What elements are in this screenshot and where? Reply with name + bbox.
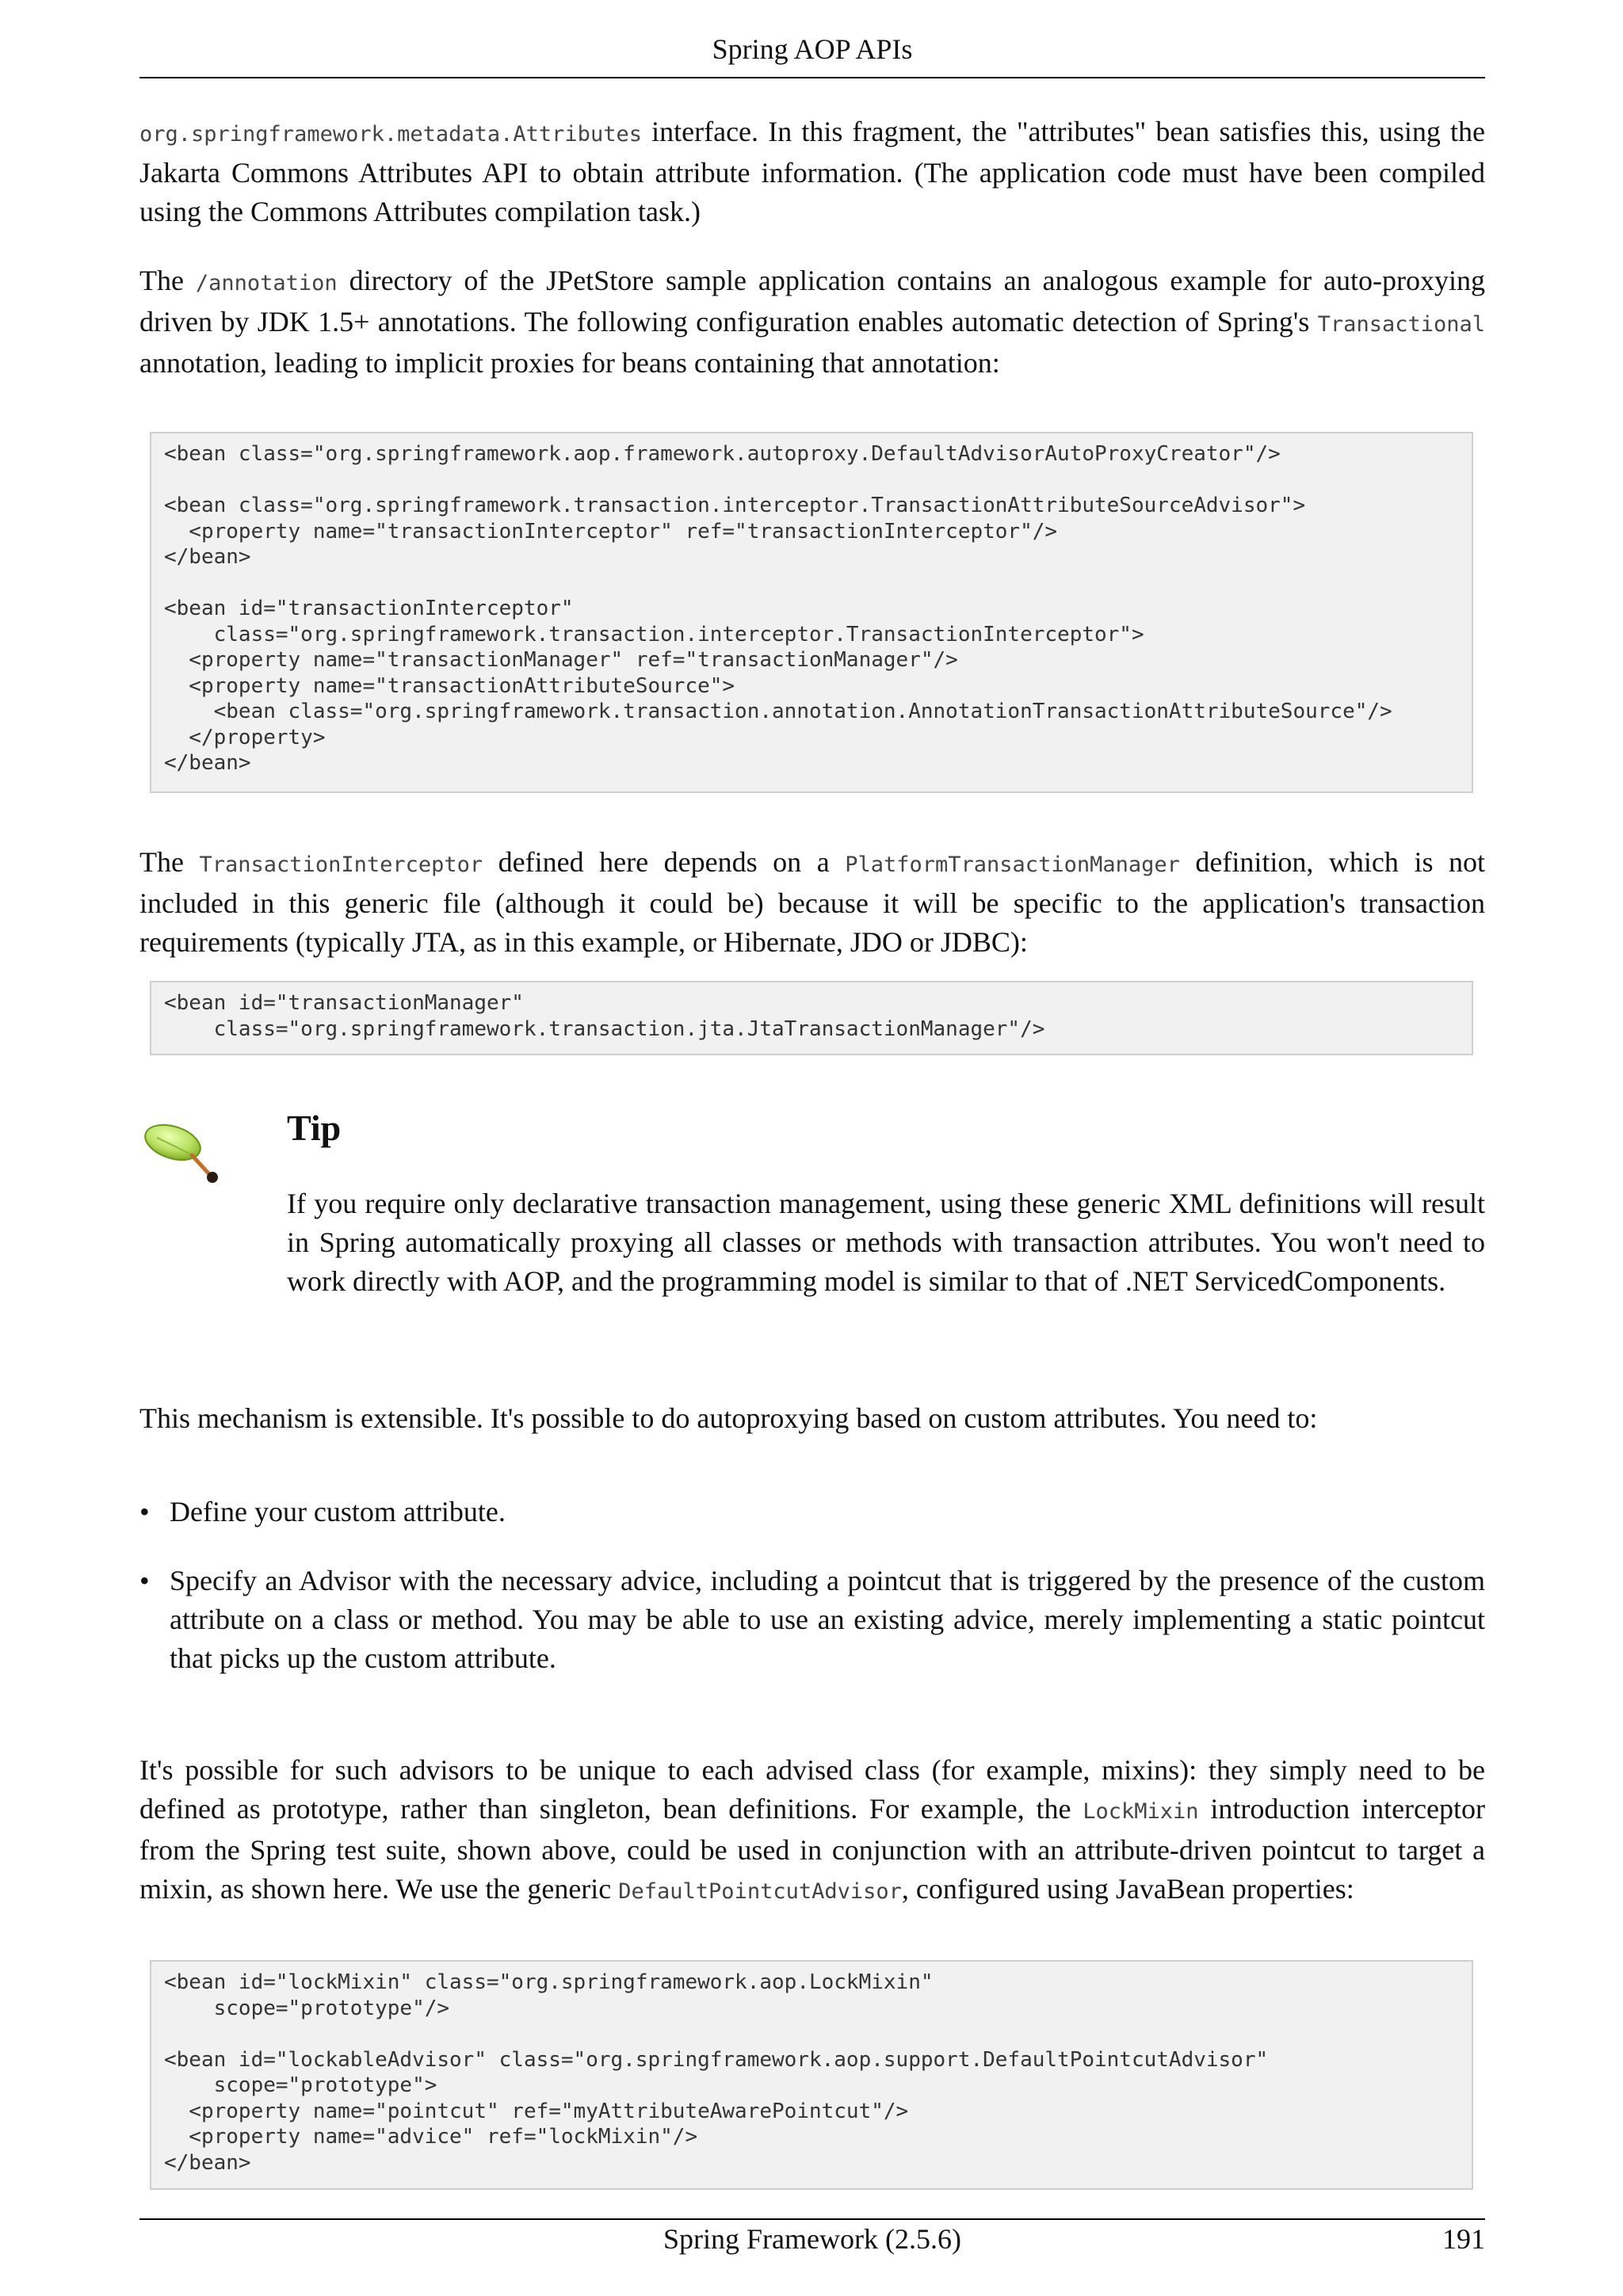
paragraph-text: definition, which is not included in this generic file (although it could be) because it will be specific to the application's transaction requirements (typically JTA, as in this example, or Hibernate, JDO or JDBC): bbox=[139, 846, 1486, 958]
code-block-lock-mixin: <bean id="lockMixin" class="org.springframework.aop.LockMixin" scope="prototype"/> <bean id="lockableAdvisor" class="org.springframework.aop.support.DefaultPointcutAdvisor" scope="prototype"> <property name="pointcut" ref="myAttributeAwarePointcut"/> <property name="advice" ref="lockMixin"/> </bean> bbox=[150, 1960, 1473, 2190]
inline-code: TransactionInterceptor bbox=[199, 852, 483, 877]
list-item: • Define your custom attribute. bbox=[139, 1496, 506, 1527]
code-block-autoproxy-config: <bean class="org.springframework.aop.framework.autoproxy.DefaultAdvisorAutoProxyCreator"/> <bean class="org.springframework.transaction.interceptor.TransactionAttributeSourceAdvisor"> <property name="transactionInterceptor" ref="transactionInterceptor"/> </bean> <bean id="transactionInterceptor" class="org.springframework.transaction.interceptor.TransactionInterceptor"> <property name="transactionManager" ref="transactionManager"/> <property name="transactionAttributeSource"> <bean class="org.springframework.transaction.annotation.AnnotationTransactionAttributeSource"/> </property> </bean> bbox=[150, 432, 1473, 793]
footer-title: Spring Framework (2.5.6) bbox=[663, 2223, 961, 2255]
paragraph-transaction-interceptor bbox=[139, 843, 1485, 962]
inline-code: Transactional bbox=[1317, 312, 1485, 337]
inline-code: PlatformTransactionManager bbox=[845, 852, 1180, 877]
paragraph-text: It's possible for such advisors to be unique to each advised class (for example, mixins): they simply need to be defined as prototype, rather than singleton, bean definitions. For example, the bbox=[139, 1754, 1485, 1825]
list-item: • Specify an Advisor with the necessary advice, including a pointcut that is triggered by the presence of the custom attribute on a class or method. You may be able to use an existing advice, merely implementing a static pointcut that picks up the custom attribute. bbox=[139, 1565, 1485, 1674]
paragraph-text: directory of the JPetStore sample application contains an analogous example for auto-proxying driven by JDK 1.5+ annotations. The following configuration enables automatic detection of Spring's bbox=[139, 265, 1486, 338]
paragraph-text: The bbox=[139, 265, 196, 296]
paragraph-text: The bbox=[139, 846, 200, 878]
page-number: 191 bbox=[1442, 2223, 1485, 2255]
running-header: Spring AOP APIs bbox=[712, 33, 913, 65]
paragraph-text: , configured using JavaBean properties: bbox=[901, 1873, 1354, 1905]
tip-title: Tip bbox=[287, 1108, 342, 1148]
paragraph-text: annotation, leading to implicit proxies for beans containing that annotation: bbox=[139, 347, 1000, 379]
paragraph-advisors bbox=[139, 1751, 1485, 1911]
footer-rule bbox=[139, 2218, 1485, 2220]
inline-code: /annotation bbox=[195, 271, 338, 296]
bullet-list bbox=[139, 1493, 1485, 1678]
inline-code: org.springframework.metadata.Attributes bbox=[139, 122, 642, 147]
paragraph-attributes-interface bbox=[139, 113, 1485, 231]
paragraph-text: introduction interceptor from the Spring test suite, shown above, could be used in conjunction with an attribute-driven pointcut to target a mixin, as shown here. We use the generic bbox=[139, 1793, 1485, 1905]
tip-text: If you require only declarative transaction management, using these generic XML definitions will result in Spring automatically proxying all classes or methods with transaction attributes. You won't need to work directly with AOP, and the programming model is similar to that of .NET ServicedComponents. bbox=[287, 1188, 1485, 1297]
paragraph-text: This mechanism is extensible. It's possible to do autoproxying based on custom attributes. You need to: bbox=[139, 1402, 1318, 1434]
inline-code: LockMixin bbox=[1083, 1799, 1199, 1824]
header-rule bbox=[139, 77, 1485, 78]
paragraph-annotation-directory bbox=[139, 261, 1485, 383]
list-item-text: Specify an Advisor with the necessary advice, including a pointcut that is triggered by the presence of the custom attribute on a class or method. You may be able to use an existing advice, merely implementing a static pointcut that picks up the custom attribute. bbox=[170, 1565, 1485, 1674]
code-block-transaction-manager: <bean id="transactionManager" class="org.springframework.transaction.jta.JtaTransactionManager"/> bbox=[150, 981, 1473, 1055]
paragraph-extensible bbox=[139, 1399, 1485, 1438]
list-item-text: Define your custom attribute. bbox=[170, 1496, 506, 1527]
paragraph-text: defined here depends on a bbox=[483, 846, 846, 878]
tip-body bbox=[287, 1184, 1485, 1301]
paragraph-text: interface. In this fragment, the "attributes" bean satisfies this, using the Jakarta Commons Attributes API to obtain attribute information. (The application code must have been compiled using the Commons Attributes compilation task.) bbox=[139, 116, 1485, 227]
leaf-icon bbox=[139, 1117, 227, 1188]
inline-code: DefaultPointcutAdvisor bbox=[618, 1879, 902, 1904]
